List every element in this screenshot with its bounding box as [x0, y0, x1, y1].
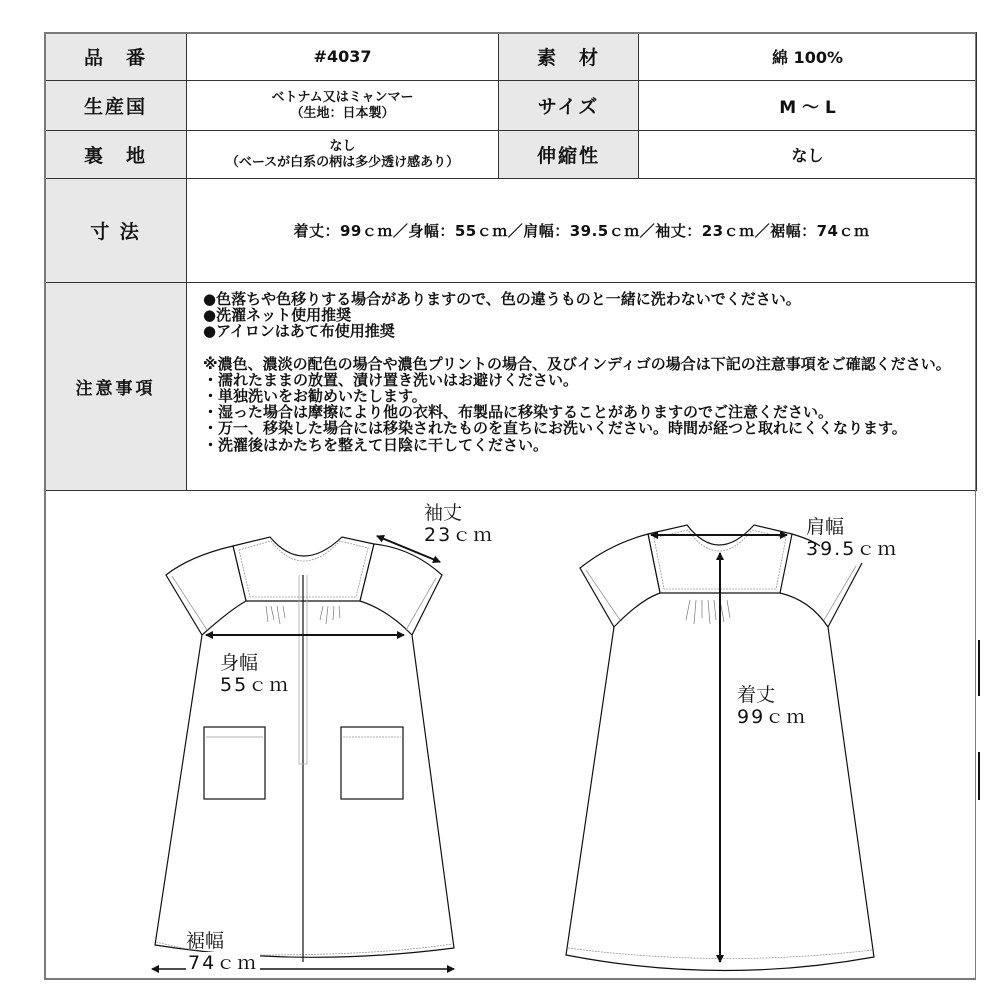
label-stretch: 伸縮性	[499, 131, 639, 179]
label-material: 素 材	[499, 33, 639, 81]
caution-item-4: ・万一、移染した場合には移染されたものを直ちにお洗いください。時間が経つと取れにくくなります。	[203, 419, 907, 438]
lining-line2: （ベースが白系の柄は多少透け感あり）	[225, 154, 460, 170]
edge-mark	[978, 752, 980, 800]
caution-item-5: ・洗濯後はかたちを整えて日陰に干してください。	[203, 435, 549, 454]
note-bullet-2: ●洗濯ネット使用推奨	[203, 306, 352, 325]
value-stretch: なし	[639, 131, 977, 179]
caution-header: ※濃色、濃淡の配色の場合や濃色プリントの場合、及びインディゴの場合は下記の注意事項をご確認ください。	[203, 354, 951, 373]
label-lining: 裏 地	[45, 131, 187, 179]
lining-line1: なし	[329, 138, 356, 154]
value-dimensions: 着丈：99ｃｍ／身幅：55ｃｍ／肩幅：39.5ｃｍ／袖丈：23ｃｍ／裾幅：74ｃｍ	[187, 179, 977, 283]
label-origin: 生産国	[45, 81, 187, 131]
garment-diagram	[46, 492, 974, 978]
edge-mark	[978, 640, 980, 696]
value-product-number: #4037	[187, 33, 499, 81]
caution-item-2: ・単独洗いをお勧めいたします。	[203, 387, 427, 406]
value-material: 綿 100%	[639, 33, 977, 81]
label-notes: 注意事項	[45, 283, 187, 491]
hem-width-label: 裾幅 74ｃｍ	[186, 930, 259, 974]
front-dress-drawing	[155, 537, 454, 962]
value-size: M ～ L	[639, 81, 977, 131]
caution-item-3: ・湿った場合は摩擦により他の衣料、布製品に移染することがありますのでご注意ください。	[203, 403, 834, 422]
note-bullet-1: ●色落ちや色移りする場合がありますので、色の違うものと一緒に洗わないでください。	[203, 290, 801, 308]
origin-line1: ベトナム又はミャンマー	[271, 89, 414, 105]
note-bullet-3: ●アイロンはあて布使用推奨	[203, 322, 395, 341]
label-dimensions: 寸 法	[45, 179, 187, 283]
length-label: 着丈 99ｃｍ	[737, 684, 808, 728]
sleeve-length-label: 袖丈 23ｃｍ	[424, 502, 495, 546]
label-product-number: 品 番	[45, 33, 187, 81]
shoulder-width-label: 肩幅 39.5ｃｍ	[806, 516, 899, 560]
body-width-label: 身幅 55ｃｍ	[220, 652, 291, 696]
label-size: サイズ	[499, 81, 639, 131]
caution-item-1: ・濡れたままの放置、漬け置き洗いはお避けください。	[203, 370, 579, 389]
origin-line2: （生地：日本製）	[290, 105, 395, 121]
